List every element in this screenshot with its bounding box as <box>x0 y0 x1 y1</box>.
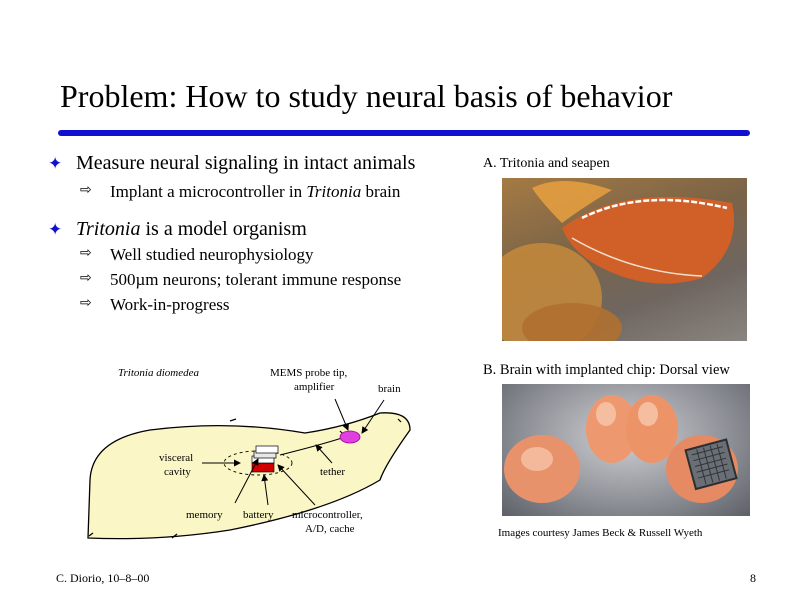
sub-bullet-text: 500µm neurons; tolerant immune response <box>110 270 402 289</box>
species-label: Tritonia diomedea <box>118 367 199 379</box>
memory-label: memory <box>186 509 223 521</box>
bullet-star-icon: ✦ <box>48 220 63 239</box>
slide-title: Problem: How to study neural basis of behavior <box>60 78 673 114</box>
image-credit: Images courtesy James Beck & Russell Wyeth <box>498 527 703 539</box>
adcache-label: A/D, cache <box>305 523 355 535</box>
bullet-text: Measure neural signaling in intact animals <box>76 152 416 174</box>
outline-arrow-icon: ⇨ <box>80 182 92 198</box>
footer-author-date: C. Diorio, 10–8–00 <box>56 571 150 585</box>
image-b-caption: B. Brain with implanted chip: Dorsal view <box>483 362 730 378</box>
chip-layer-top <box>256 446 278 453</box>
mems-label: MEMS probe tip, <box>270 367 348 379</box>
tritonia-seapen-photo <box>502 178 747 341</box>
body-dash-1 <box>230 419 236 421</box>
sub-bullet-item <box>80 295 460 315</box>
page-number: 8 <box>750 571 756 585</box>
bullet-item <box>48 152 468 176</box>
cavity-label: cavity <box>164 466 191 478</box>
outline-arrow-icon: ⇨ <box>80 245 92 261</box>
battery-label: battery <box>243 509 274 521</box>
amplifier-label: amplifier <box>294 381 335 393</box>
sub-bullet-text: Well studied neurophysiology <box>110 245 314 264</box>
tether-label: tether <box>320 466 346 478</box>
sub-bullet-item <box>80 270 470 290</box>
sub-bullet-text: Work-in-progress <box>110 295 230 314</box>
sub-bullet-text: Implant a microcontroller in Tritonia brain <box>110 182 401 201</box>
sub-bullet-item <box>80 245 460 265</box>
brain-label: brain <box>378 383 401 395</box>
image-a-caption: A. Tritonia and seapen <box>483 156 610 171</box>
bullet-star-icon: ✦ <box>48 154 63 173</box>
sub-bullet-item <box>80 182 460 202</box>
brain-blob <box>340 431 360 443</box>
visceral-label: visceral <box>159 452 194 464</box>
outline-arrow-icon: ⇨ <box>80 270 92 286</box>
microcontroller-label: microcontroller, <box>292 509 363 521</box>
title-underline <box>58 130 750 136</box>
outline-arrow-icon: ⇨ <box>80 295 92 311</box>
brain-chip-photo <box>502 384 750 516</box>
bullet-text: Tritonia is a model organism <box>76 218 307 240</box>
bullet-item <box>48 218 468 242</box>
